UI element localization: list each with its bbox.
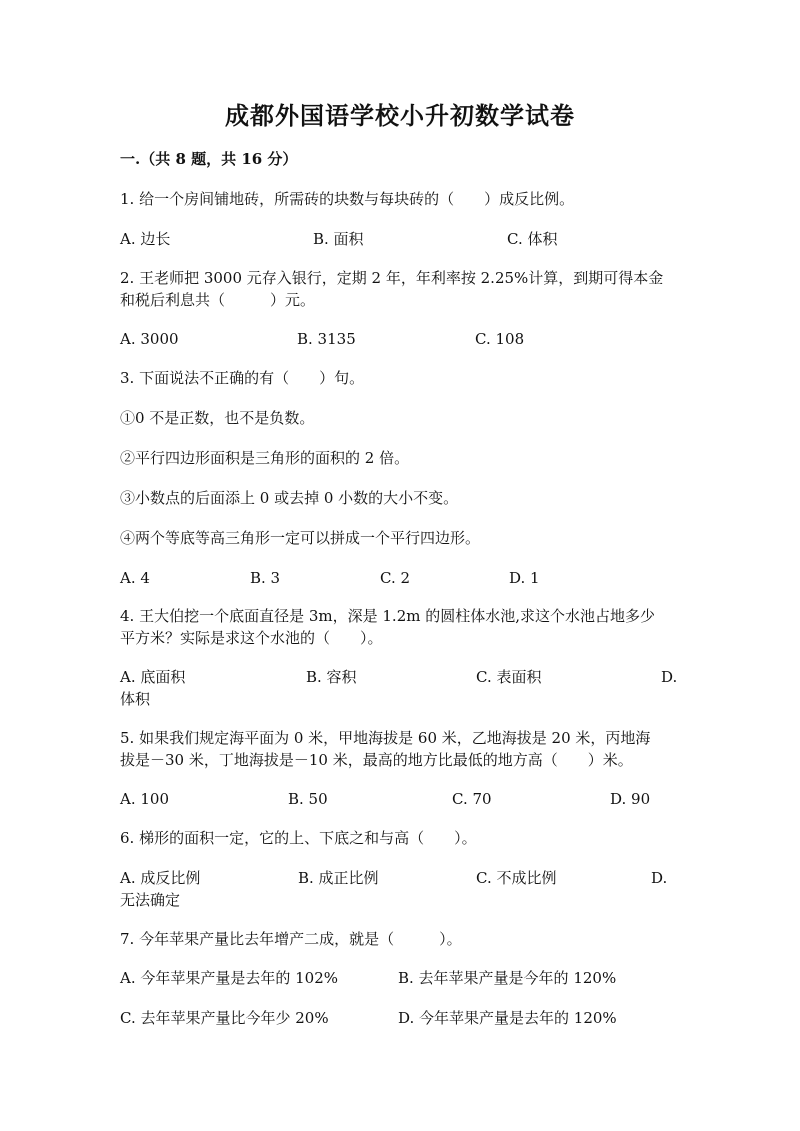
question-2-option-a: A. 3000 bbox=[120, 330, 179, 348]
question-7-option-b: B. 去年苹果产量是今年的 120% bbox=[398, 969, 617, 987]
question-1-option-a: A. 边长 bbox=[120, 230, 171, 248]
question-2-option-c: C. 108 bbox=[475, 330, 525, 348]
question-6-stem: 6. 梯形的面积一定，它的上、下底之和与高（ ）。 bbox=[120, 829, 477, 847]
question-5-option-c: C. 70 bbox=[452, 790, 492, 808]
question-3-option-b: B. 3 bbox=[250, 569, 281, 587]
question-4-option-d: D. bbox=[661, 668, 678, 686]
question-3-statement-3: ③小数点的后面添上 0 或去掉 0 小数的大小不变。 bbox=[120, 489, 459, 507]
question-3-statement-2: ②平行四边形面积是三角形的面积的 2 倍。 bbox=[120, 449, 410, 467]
question-5-stem-line-1: 5. 如果我们规定海平面为 0 米，甲地海拔是 60 米，乙地海拔是 20 米，丙地海 bbox=[120, 729, 651, 747]
question-3-option-d: D. 1 bbox=[509, 569, 540, 587]
question-7-option-d: D. 今年苹果产量是去年的 120% bbox=[398, 1009, 617, 1027]
question-7-option-c: C. 去年苹果产量比今年少 20% bbox=[120, 1009, 329, 1027]
question-4-option-a: A. 底面积 bbox=[120, 668, 186, 686]
exam-title: 成都外国语学校小升初数学试卷 bbox=[225, 101, 575, 130]
question-4-option-d-text: 体积 bbox=[120, 690, 151, 708]
question-2-option-b: B. 3135 bbox=[297, 330, 356, 348]
question-3-option-c: C. 2 bbox=[380, 569, 411, 587]
question-6-option-b: B. 成正比例 bbox=[298, 869, 379, 887]
question-4-option-c: C. 表面积 bbox=[476, 668, 542, 686]
question-3-option-a: A. 4 bbox=[120, 569, 150, 587]
question-1-option-c: C. 体积 bbox=[507, 230, 558, 248]
question-7-option-a: A. 今年苹果产量是去年的 102% bbox=[120, 969, 339, 987]
question-3-stem: 3. 下面说法不正确的有（ ）句。 bbox=[120, 369, 365, 387]
question-4-stem-line-2: 平方米？实际是求这个水池的（ ）。 bbox=[120, 629, 383, 647]
section-heading: 一.（共 8 题，共 16 分） bbox=[120, 150, 298, 168]
question-5-option-a: A. 100 bbox=[120, 790, 169, 808]
question-4-option-b: B. 容积 bbox=[306, 668, 357, 686]
question-6-option-a: A. 成反比例 bbox=[120, 869, 201, 887]
question-1-option-b: B. 面积 bbox=[313, 230, 364, 248]
question-3-statement-4: ④两个等底等高三角形一定可以拼成一个平行四边形。 bbox=[120, 529, 481, 547]
question-3-statement-1: ①0 不是正数，也不是负数。 bbox=[120, 409, 315, 427]
question-2-stem-line-2: 和税后利息共（ ）元。 bbox=[120, 291, 316, 309]
question-6-option-d-text: 无法确定 bbox=[120, 891, 181, 909]
question-1-stem: 1. 给一个房间铺地砖，所需砖的块数与每块砖的（ ）成反比例。 bbox=[120, 190, 575, 208]
question-6-option-c: C. 不成比例 bbox=[476, 869, 557, 887]
question-2-stem-line-1: 2. 王老师把 3000 元存入银行，定期 2 年，年利率按 2.25%计算，到期可得本金 bbox=[120, 269, 664, 287]
question-7-stem: 7. 今年苹果产量比去年增产二成，就是（ ）。 bbox=[120, 930, 462, 948]
question-5-option-d: D. 90 bbox=[610, 790, 651, 808]
question-5-stem-line-2: 拔是－30 米，丁地海拔是－10 米，最高的地方比最低的地方高（ ）米。 bbox=[120, 751, 633, 769]
question-5-option-b: B. 50 bbox=[288, 790, 328, 808]
question-6-option-d: D. bbox=[651, 869, 668, 887]
question-4-stem-line-1: 4. 王大伯挖一个底面直径是 3m，深是 1.2m 的圆柱体水池,求这个水池占地多少 bbox=[120, 607, 656, 625]
